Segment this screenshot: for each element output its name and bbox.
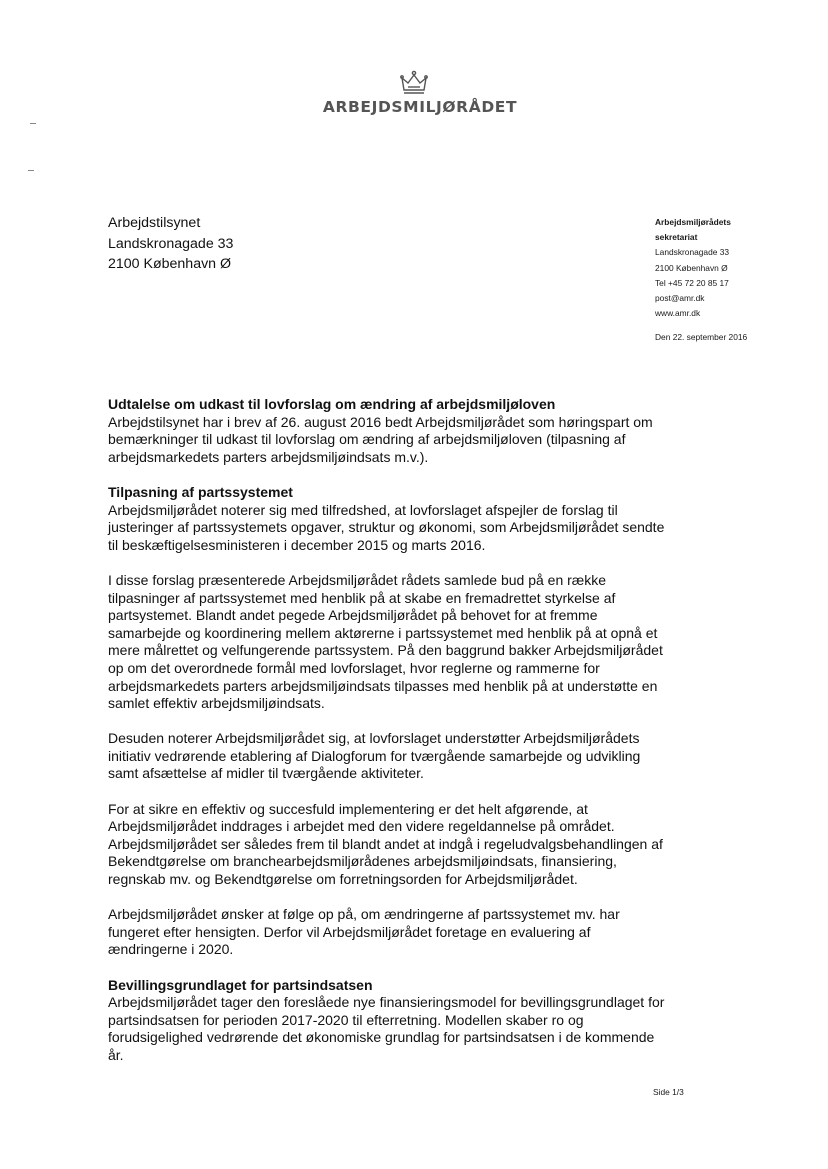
paragraph: Arbejdsmiljørådet noterer sig med tilfredshed, at lovforslaget afspejler de forslag til justeringer af partssystemets opgaver, struktur og økonomi, som Arbejdsmiljørådet sendte til beskæftigelsesministeren i december 2015 og marts 2016. xyxy=(108,501,665,553)
paragraph: Arbejdsmiljørådet tager den foreslåede nye finansieringsmodel for bevillingsgrundlaget for partsindsatsen for perioden 2017-2020 til efterretning. Modellen skaber ro og forudsigelighed vedrørende det økonomiske grundlag for partsindsatsen i de kommende år. xyxy=(108,994,665,1063)
sender-address xyxy=(655,215,731,321)
paragraph: Arbejdsmiljørådet ønsker at følge op på, om ændringerne af partssystemet mv. har fungeret efter hensigten. Derfor vil Arbejdsmiljørådet foretage en evaluering af ændringerne i 2020. xyxy=(108,906,620,958)
section-party-system xyxy=(108,484,668,959)
sender-name-line1: Arbejdsmiljørådets xyxy=(655,217,731,227)
sender-phone: Tel +45 72 20 85 17 xyxy=(655,277,729,288)
section-statement xyxy=(108,396,668,466)
recipient-street: Landskronagade 33 xyxy=(108,235,234,252)
recipient-address xyxy=(108,213,233,275)
crown-icon xyxy=(399,70,429,96)
sender-city: 2100 København Ø xyxy=(655,262,728,273)
organization-name: ARBEJDSMILJØRÅDET xyxy=(322,98,518,116)
letter-date: Den 22. september 2016 xyxy=(655,332,748,342)
scan-mark xyxy=(30,123,36,124)
page-number: Side 1/3 xyxy=(653,1087,684,1097)
sender-name-line2: sekretariat xyxy=(655,232,698,243)
letter-body xyxy=(108,396,668,1082)
section-heading: Bevillingsgrundlaget for partsindsatsen xyxy=(108,976,373,993)
recipient-city: 2100 København Ø xyxy=(108,256,232,272)
scan-mark xyxy=(28,170,34,171)
paragraph: I disse forslag præsenterede Arbejdsmiljørådet rådets samlede bud på en række tilpasninger af partssystemet med henblik på at skabe en fremadrettet styrkelse af partsystemet. Blandt andet pegede Arbejdsmiljørådet på behovet for at fremme samarbejde og koordinering mellem aktørerne i partssystemet med henblik på at opnå et mere målrettet og velfungerende partssystem. På den baggrund bakker Arbejdsmiljørådet op om det overordnede formål med lovforslaget, hvor reglerne og rammerne for arbejdsmarkedets parters arbejdsmiljøindsats tilpasses med henblik på at understøtte en samlet effektiv arbejdsmiljøindsats. xyxy=(108,571,663,712)
paragraph: Arbejdstilsynet har i brev af 26. august 2016 bedt Arbejdsmiljørådet som høringspart om bemærkninger til udkast til lovforslag om ændring af arbejdsmiljøloven (tilpasning af arbejdsmarkedets parters arbejdsmiljøindsats m.v.). xyxy=(108,413,653,465)
letterhead xyxy=(0,70,828,116)
paragraph: For at sikre en effektiv og succesfuld implementering er det helt afgørende, at Arbejdsmiljørådet inddrages i arbejdet med den videre regeldannelse på området. Arbejdsmiljørådet ser således frem til blandt andet at indgå i regeludvalgsbehandlingen af Bekendtgørelse om branchearbejdsmiljørådenes arbejdsmiljøindsats, finansiering, regnskab mv. og Bekendtgørelse om forretningsorden for Arbejdsmiljørådet. xyxy=(108,800,663,888)
recipient-name: Arbejdstilsynet xyxy=(108,215,201,231)
sender-web: www.amr.dk xyxy=(655,308,701,319)
paragraph: Desuden noterer Arbejdsmiljørådet sig, at lovforslaget understøtter Arbejdsmiljørådets initiativ vedrørende etablering af Dialogforum for tværgående samarbejde og udvikling samt afsættelse af midler til tværgående aktiviteter. xyxy=(108,730,641,782)
sender-street: Landskronagade 33 xyxy=(655,247,730,258)
section-heading: Tilpasning af partssystemet xyxy=(108,483,293,500)
section-heading: Udtalelse om udkast til lovforslag om ændring af arbejdsmiljøloven xyxy=(108,396,556,412)
sender-email: post@amr.dk xyxy=(655,293,705,304)
section-funding-basis xyxy=(108,977,668,1065)
